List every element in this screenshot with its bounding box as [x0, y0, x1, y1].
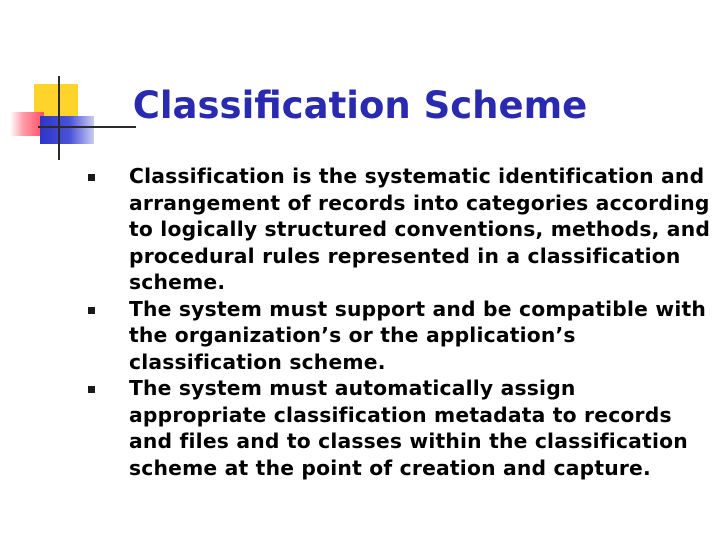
square-bullet-icon: [88, 174, 95, 181]
bullet-list: [88, 163, 713, 481]
bullet-item: [88, 296, 713, 376]
bullet-item: [88, 375, 713, 481]
bullet-text: The system must support and be compatible with the organization’s or the application’s classification scheme.: [129, 296, 707, 374]
bullet-item: [88, 163, 713, 296]
slide-title: Classification Scheme: [132, 84, 588, 127]
square-bullet-icon: [88, 307, 95, 314]
square-bullet-icon: [88, 386, 95, 393]
bullet-text: The system must automatically assign appropriate classification metadata to records and files and to classes within the classification scheme at the point of creation and capture.: [129, 376, 688, 480]
bullet-text: Classification is the systematic identification and arrangement of records into categories according to logically structured conventions, methods, and procedural rules represented in a classification scheme.: [129, 164, 711, 294]
